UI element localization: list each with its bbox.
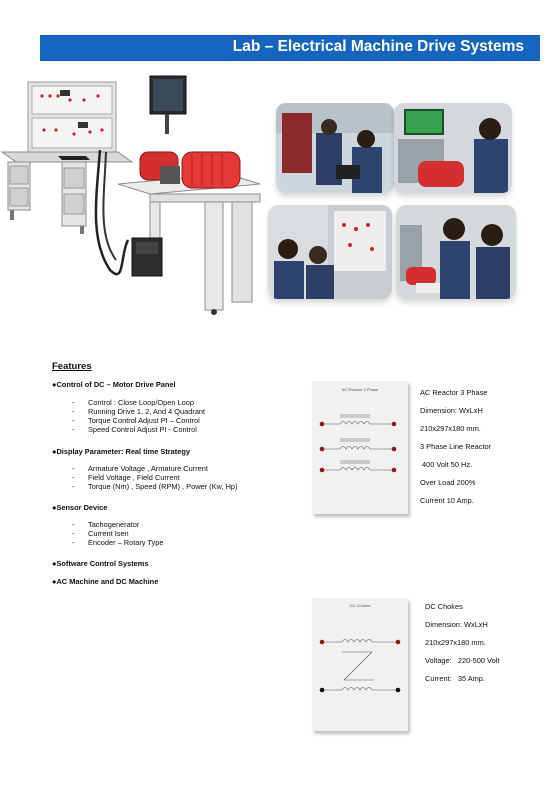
lab-equipment-image [0, 70, 262, 320]
spec-line: Dimension: WxLxH [425, 620, 488, 629]
spec-line: Current 10 Amp. [420, 496, 474, 505]
ac-reactor-panel-label: AC Reactor 3 Phase [341, 387, 379, 392]
spec-line: 210x297x180 mm. [420, 424, 481, 433]
spec-line: 210x297x180 mm. [425, 638, 486, 647]
list-item: - Field Voltage , Field Current [72, 473, 180, 482]
dc-choke-panel-label: DC Chokes [349, 603, 371, 608]
spec-line: AC Reactor 3 Phase [420, 388, 488, 397]
list-item: - Current Isen [72, 529, 129, 538]
list-item: - Tachogenerator [72, 520, 140, 529]
lab-photo-4 [396, 205, 516, 299]
spec-line: Over Load 200% [420, 478, 476, 487]
lab-photo-1 [276, 103, 394, 193]
list-item: - Control : Close Loop/Open Loop [72, 398, 195, 407]
spec-line: Voltage: 220-500 Volt [425, 656, 500, 665]
list-item: - Torque Control Adjust PI – Control [72, 416, 200, 425]
features-heading: Features [52, 361, 92, 372]
section-display-parameter-title: ●Display Parameter: Real time Strategy [52, 447, 190, 456]
section-dc-motor-drive-title: ●Control of DC – Motor Drive Panel [52, 380, 176, 389]
title-bar [40, 35, 540, 61]
list-item: - Armature Voltage , Armature Current [72, 464, 208, 473]
dc-choke-specs [425, 602, 499, 692]
lab-photo-2 [394, 103, 512, 193]
ac-reactor-specs [420, 388, 491, 514]
list-item: - Encoder – Rotary Type [72, 538, 164, 547]
spec-line: Dimension: WxLxH [420, 406, 483, 415]
list-item: - Torque (Nm) , Speed (RPM) , Power (Kw, Hp) [72, 482, 238, 491]
spec-line: Current: 35 Amp. [425, 674, 485, 683]
section-sensor-device-title: ●Sensor Device [52, 503, 108, 512]
list-item: - Running Drive 1, 2, And 4 Quadrant [72, 407, 206, 416]
section-ac-dc-machine-title: ●AC Machine and DC Machine [52, 577, 159, 586]
page-title: Lab – Electrical Machine Drive Systems [232, 38, 524, 55]
sensor-device-list [72, 520, 163, 547]
spec-line: DC Chokes [425, 602, 463, 611]
list-item: - Speed Control Adjust PI - Control [72, 425, 197, 434]
display-parameter-list [72, 464, 238, 491]
dc-motor-drive-list [72, 398, 205, 434]
lab-photo-3 [268, 205, 392, 299]
dc-choke-diagram [312, 598, 408, 731]
spec-line: 400 Volt 50 Hz. [422, 460, 473, 469]
section-software-control-title: ●Software Control Systems [52, 559, 149, 568]
ac-reactor-diagram [312, 381, 408, 514]
spec-line: 3 Phase Line Reactor [420, 442, 492, 451]
